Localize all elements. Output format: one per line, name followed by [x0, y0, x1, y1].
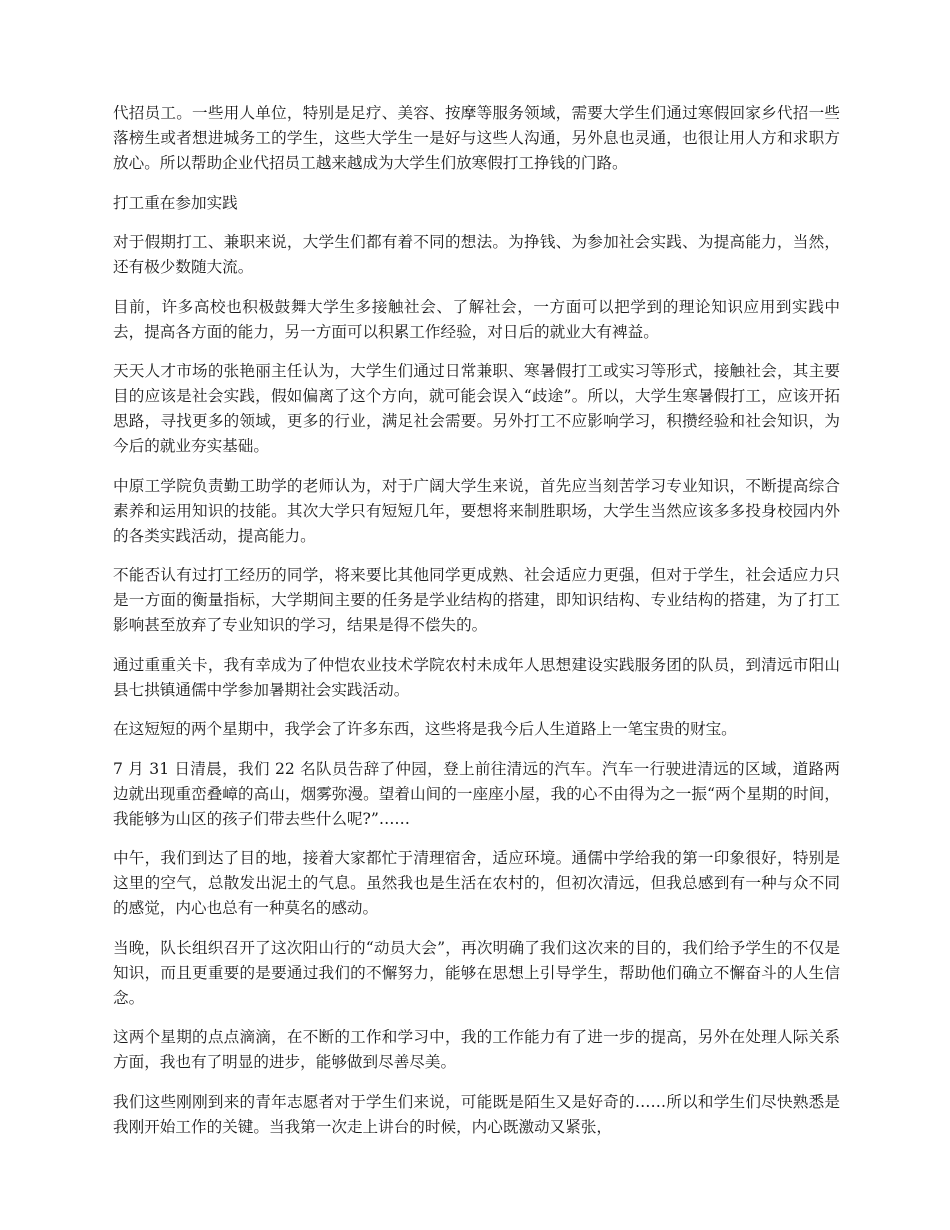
- paragraph: 在这短短的两个星期中，我学会了许多东西，这些将是我今后人生道路上一笔宝贵的财宝。: [113, 720, 737, 738]
- paragraph: 我们这些刚刚到来的青年志愿者对于学生们来说，可能既是陌生又是好奇的……所以和学生们尽快熟悉是我刚开始工作的关键。当我第一次走上讲台的时候，内心既激动又紧张，: [113, 1092, 840, 1136]
- paragraph: 代招员工。一些用人单位，特别是足疗、美容、按摩等服务领域，需要大学生们通过寒假回家乡代招一些落榜生或者想进城务工的学生，这些大学生一是好与这些人沟通，另外息也灵通，也很让用人方和求职方放心。所以帮助企业代招员工越来越成为大学生们放寒假打工挣钱的门路。: [113, 104, 840, 172]
- paragraph: 中午，我们到达了目的地，接着大家都忙于清理宿舍，适应环境。通儒中学给我的第一印象很好，特别是这里的空气，总散发出泥土的气息。虽然我也是生活在农村的，但初次清远，但我总感到有一种与众不同的感觉，内心也总有一种莫名的感动。: [113, 849, 840, 917]
- paragraph: 不能否认有过打工经历的同学，将来要比其他同学更成熟、社会适应力更强，但对于学生，社会适应力只是一方面的衡量指标，大学期间主要的任务是学业结构的搭建，即知识结构、专业结构的搭建，为了打工影响甚至放弃了专业知识的学习，结果是得不偿失的。: [113, 566, 840, 634]
- paragraph: 天天人才市场的张艳丽主任认为，大学生们通过日常兼职、寒暑假打工或实习等形式，接触社会，其主要目的应该是社会实践，假如偏离了这个方向，就可能会误入“歧途”。所以，大学生寒暑假打工，应该开拓思路，寻找更多的领域，更多的行业，满足社会需要。另外打工不应影响学习，积攒经验和社会知识，为今后的就业夯实基础。: [113, 362, 840, 455]
- section-heading: 打工重在参加实践: [113, 193, 238, 212]
- paragraph: 目前，许多高校也积极鼓舞大学生多接触社会、了解社会，一方面可以把学到的理论知识应用到实践中去，提高各方面的能力，另一方面可以积累工作经验，对日后的就业大有裨益。: [113, 297, 840, 341]
- paragraph: 对于假期打工、兼职来说，大学生们都有着不同的想法。为挣钱、为参加社会实践、为提高能力，当然，还有极少数随大流。: [113, 233, 840, 276]
- paragraph: 中原工学院负责勤工助学的老师认为，对于广阔大学生来说，首先应当刻苦学习专业知识，不断提高综合素养和运用知识的技能。其次大学只有短短几年，要想将来制胜职场，大学生当然应该多多投身校园内外的各类实践活动，提高能力。: [113, 476, 840, 545]
- paragraph: 7 月 31 日清晨，我们 22 名队员告辞了仲园，登上前往清远的汽车。汽车一行驶进清远的区域，道路两边就出现重峦叠嶂的高山，烟雾弥漫。望着山间的一座座小屋，我的心不由得为之一振“两个星期的时间，我能够为山区的孩子们带去些什么呢?”……: [113, 759, 840, 828]
- document-body: [113, 101, 840, 1154]
- paragraph: 通过重重关卡，我有幸成为了仲恺农业技术学院农村未成年人思想建设实践服务团的队员，到清远市阳山县七拱镇通儒中学参加暑期社会实践活动。: [113, 655, 840, 699]
- paragraph: 当晚，队长组织召开了这次阳山行的“动员大会”，再次明确了我们这次来的目的，我们给予学生的不仅是知识，而且更重要的是要通过我们的不懈努力，能够在思想上引导学生，帮助他们确立不懈奋斗的人生信念。: [113, 938, 840, 1007]
- paragraph: 这两个星期的点点滴滴，在不断的工作和学习中，我的工作能力有了进一步的提高，另外在处理人际关系方面，我也有了明显的进步，能够做到尽善尽美。: [113, 1028, 840, 1071]
